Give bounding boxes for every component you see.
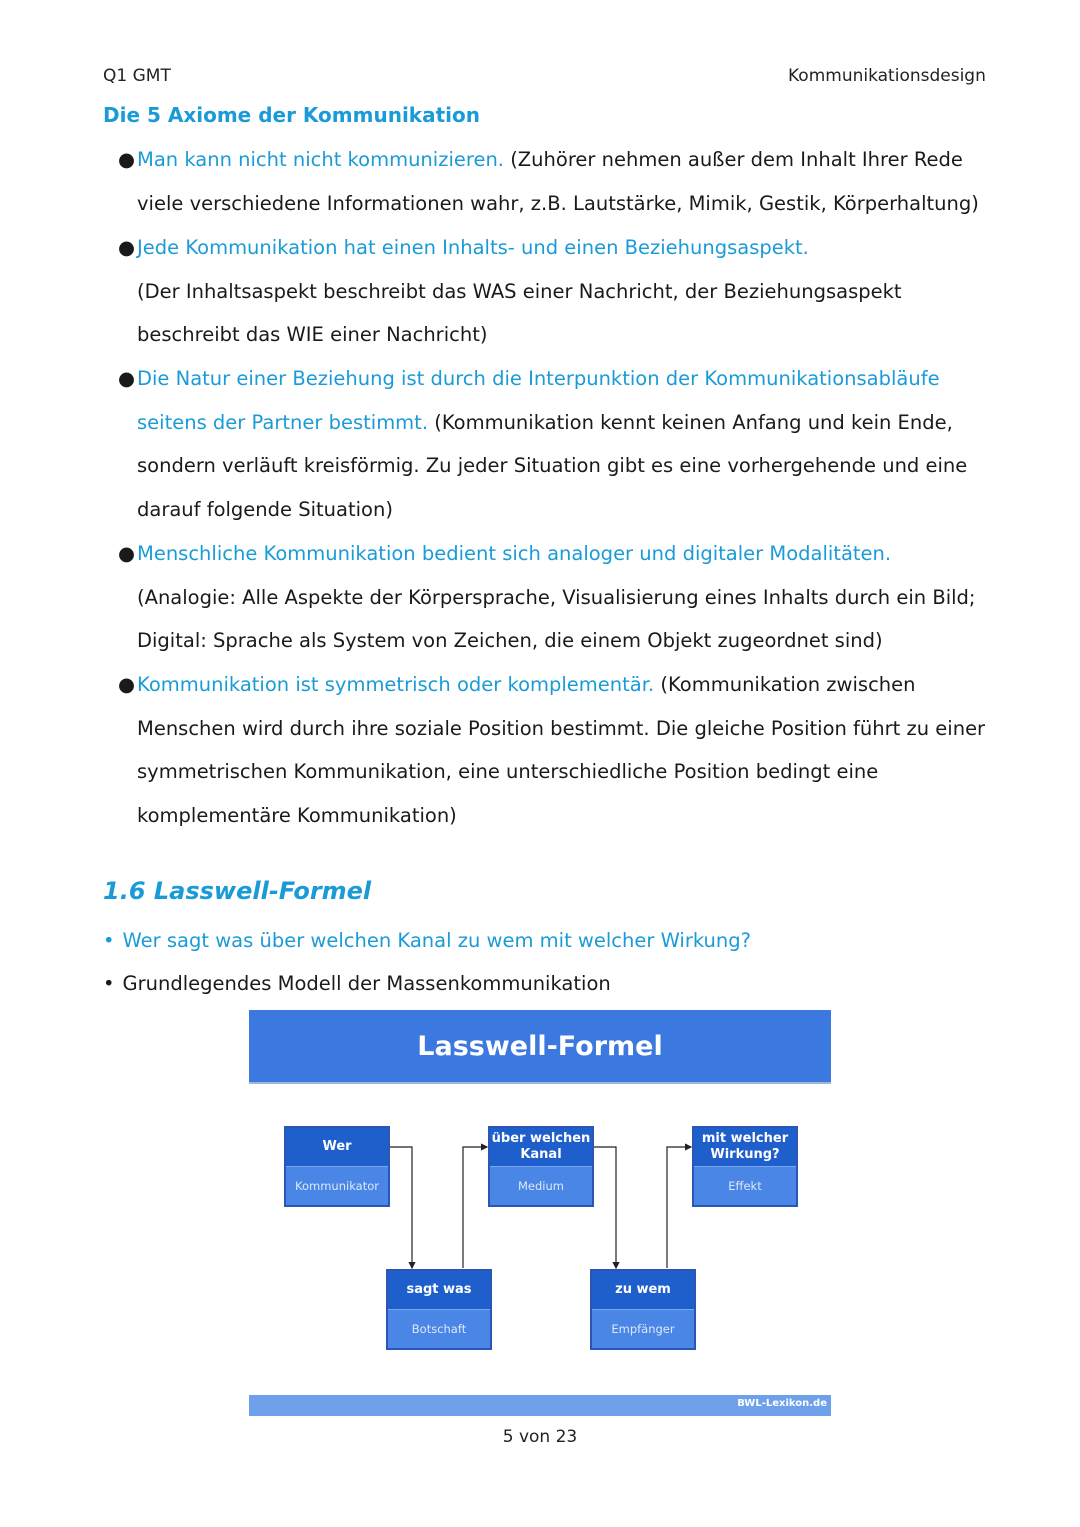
axiom-explanation: (Zuhörer nehmen außer dem Inhalt Ihrer Rede viele verschiedene Informationen wahr, z.B. Lautstärke, Mimik, Gestik, Körperhaltung) [137, 148, 979, 215]
header-subject: Kommunikationsdesign [788, 66, 986, 86]
bullet-icon: ● [118, 236, 136, 259]
box-wer [284, 1126, 390, 1207]
bullet-icon: ● [118, 148, 136, 171]
axiom-explanation: (Der Inhaltsaspekt beschreibt das WAS einer Nachricht, der Beziehungsaspekt beschreibt das WIE einer Nachricht) [137, 279, 902, 347]
diagram-title: Lasswell-Formel [249, 1010, 831, 1084]
page-number: 5 von 23 [502, 1427, 578, 1447]
box-label: sagt was [388, 1271, 490, 1309]
bullet-icon: ● [118, 673, 136, 696]
lasswell-description: Grundlegendes Modell der Massenkommunikation [122, 972, 611, 995]
connector-wer-sagt [387, 1147, 412, 1268]
axiom-statement: Die Natur einer Beziehung ist durch die Interpunktion der Kommunikationsabläufe seitens der Partner bestimmt. [137, 367, 940, 434]
axiom-explanation: (Analogie: Alle Aspekte der Körpersprache, Visualisierung eines Inhalts durch ein Bild; Digital: Sprache als System von Zeichen, die einem Objekt zugeordnet sind) [137, 585, 976, 653]
box-zu-wem [590, 1269, 696, 1350]
diagram-footer [249, 1395, 831, 1416]
bullet-icon: • [103, 929, 115, 952]
box-sub: Medium [490, 1166, 592, 1205]
connector-sagt-kanal [463, 1147, 487, 1268]
lasswell-question: Wer sagt was über welchen Kanal zu wem mit welcher Wirkung? [122, 929, 751, 952]
box-label: Wer [286, 1128, 388, 1166]
axiom-statement: Man kann nicht nicht kommunizieren. [137, 148, 504, 171]
box-sub: Botschaft [388, 1309, 490, 1348]
list-item [0, 357, 1080, 532]
box-sub: Empfänger [592, 1309, 694, 1348]
list-item [103, 929, 751, 952]
list-item [0, 138, 1080, 226]
header-course: Q1 GMT [103, 66, 171, 86]
axioms-title: Die 5 Axiome der Kommunikation [103, 103, 481, 127]
list-item [0, 226, 1080, 357]
bullet-icon: ● [118, 367, 136, 390]
axiom-explanation: (Kommunikation kennt keinen Anfang und kein Ende, sondern verläuft kreisförmig. Zu jeder Situation gibt es eine vorhergehende und eine darauf folgende Situation) [137, 410, 968, 521]
axiom-explanation: (Kommunikation zwischen Menschen wird durch ihre soziale Position bestimmt. Die gleiche Position führt zu einer symmetrischen Kommunikation, eine unterschiedliche Position bedingt eine komplementäre Kommunikation) [137, 673, 986, 827]
box-kanal [488, 1126, 594, 1207]
box-wirkung [692, 1126, 798, 1207]
axiom-statement: Jede Kommunikation hat einen Inhalts- und einen Beziehungsaspekt. [137, 236, 809, 259]
box-label: mit welcher Wirkung? [694, 1128, 796, 1166]
connector-kanal-wem [591, 1147, 616, 1268]
section-title: 1.6 Lasswell-Formel [103, 877, 372, 905]
list-item [103, 972, 611, 995]
axiom-statement: Kommunikation ist symmetrisch oder komplementär. [137, 673, 655, 696]
bullet-icon: • [103, 972, 115, 995]
box-sagt-was [386, 1269, 492, 1350]
box-sub: Effekt [694, 1166, 796, 1205]
list-item [0, 663, 1080, 838]
axioms-list [0, 138, 1080, 838]
axiom-statement: Menschliche Kommunikation bedient sich analoger und digitaler Modalitäten. [137, 542, 892, 565]
bullet-icon: ● [118, 542, 136, 565]
box-sub: Kommunikator [286, 1166, 388, 1205]
box-label: über welchen Kanal [490, 1128, 592, 1166]
lasswell-diagram [249, 1010, 831, 1416]
connector-wem-wirkung [667, 1147, 691, 1268]
list-item [0, 532, 1080, 663]
connector-lines [249, 1010, 831, 1416]
diagram-credit: BWL-Lexikon.de [737, 1398, 827, 1409]
box-label: zu wem [592, 1271, 694, 1309]
